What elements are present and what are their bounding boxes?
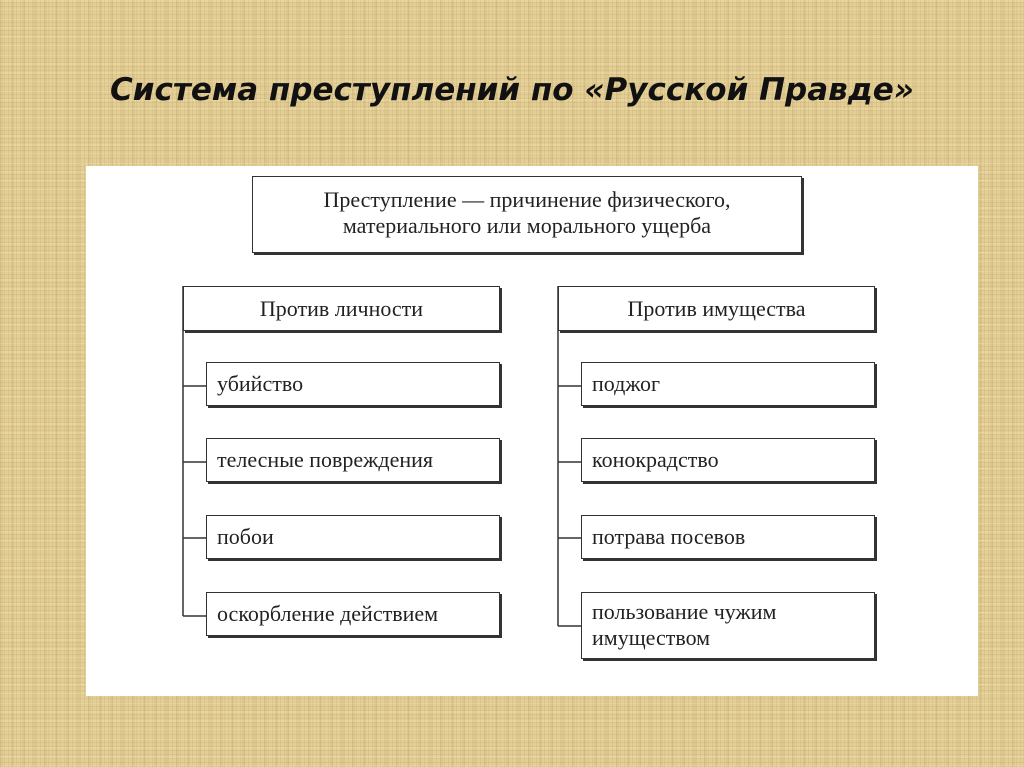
crime-item-label-line-2: имуществом: [592, 625, 711, 650]
crime-item-label: телесные повреждения: [217, 447, 434, 472]
crime-item-crop-damage: [581, 515, 875, 559]
crime-item-use-of-property: [581, 592, 875, 659]
crime-item-insult: [206, 592, 500, 636]
category-person: [183, 286, 500, 331]
crime-item-murder: [206, 362, 500, 406]
crime-item-bodily-harm: [206, 438, 500, 482]
crime-item-beating: [206, 515, 500, 559]
category-property-label: Против имущества: [627, 296, 806, 321]
crime-item-label-line-1: пользование чужим: [592, 599, 777, 624]
definition-line-2: материального или морального ущерба: [342, 213, 712, 238]
category-property: [558, 286, 875, 331]
slide-title: Система преступлений по «Русской Правде»: [110, 72, 914, 108]
crime-item-label: потрава посевов: [592, 524, 746, 549]
crime-item-horse-theft: [581, 438, 875, 482]
crime-item-label: побои: [217, 524, 274, 549]
crime-item-label: поджог: [592, 371, 661, 396]
crime-item-label: оскорбление действием: [217, 601, 439, 626]
definition-line-1: Преступление — причинение физического,: [323, 187, 731, 212]
crime-item-arson: [581, 362, 875, 406]
category-person-label: Против личности: [259, 296, 424, 321]
crime-item-label: конокрадство: [592, 447, 719, 472]
diagram-panel: [86, 166, 978, 696]
definition-box: [252, 176, 802, 253]
crime-item-label: убийство: [217, 371, 304, 396]
